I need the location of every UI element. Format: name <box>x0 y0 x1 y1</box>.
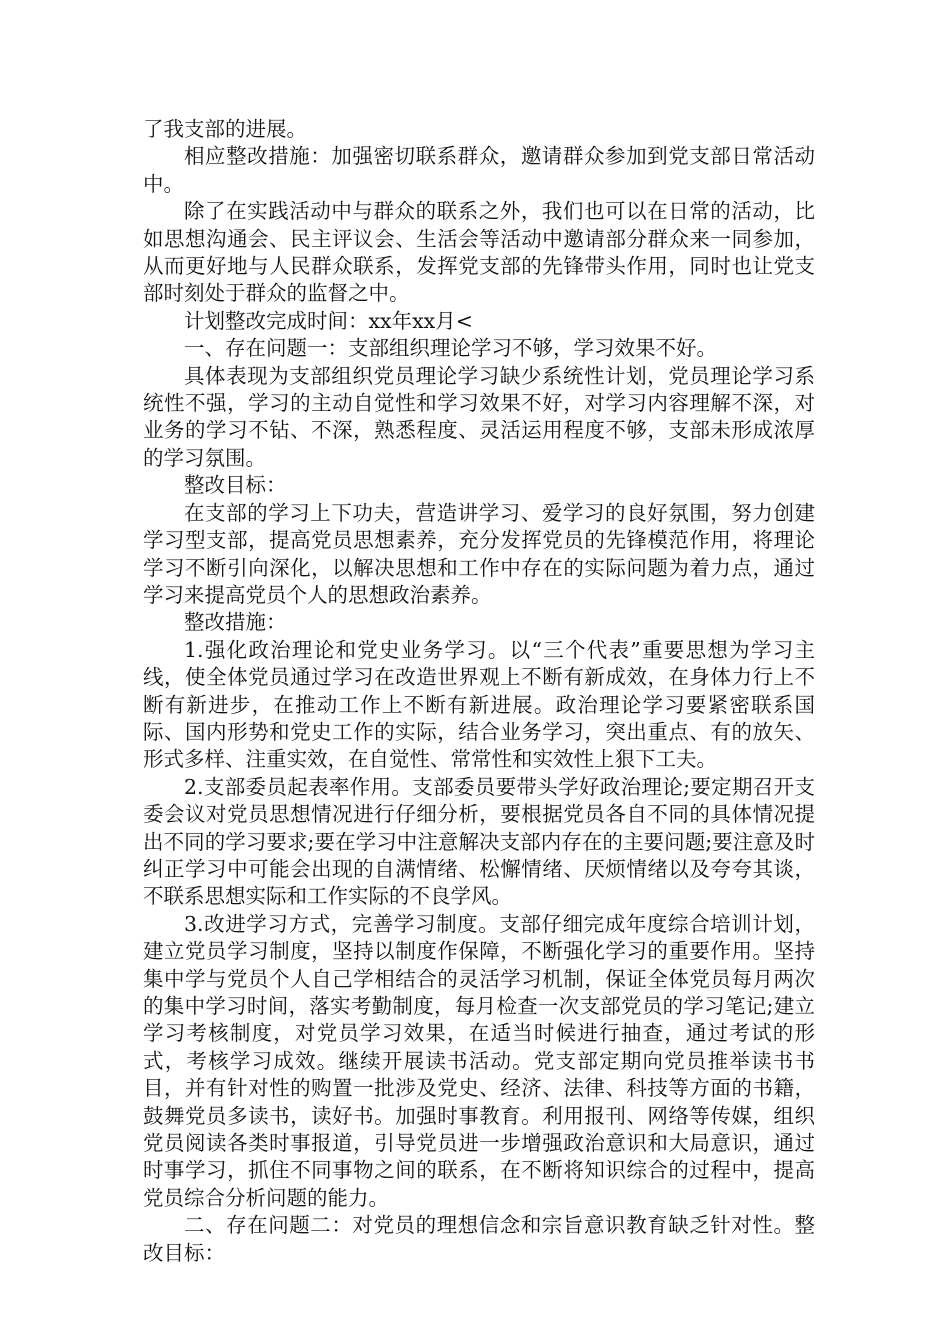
document-page <box>143 116 815 1267</box>
paragraph-rectification-goal: 在支部的学习上下功夫，营造讲学习、爱学习的良好氛围，努力创建学习型支部，提高党员思想素养，充分发挥党员的先锋模范作用，将理论学习不断引向深化，以解决思想和工作中存在的实际问题为着力点，通过学习来提高党员个人的思想政治素养。 <box>143 500 815 607</box>
heading-problem-two: 二、存在问题二：对党员的理想信念和宗旨意识教育缺乏针对性。整改目标： <box>143 1213 815 1265</box>
paragraph-measure-contact: 相应整改措施：加强密切联系群众，邀请群众参加到党支部日常活动中。 <box>143 144 815 196</box>
paragraph-daily-activities: 除了在实践活动中与群众的联系之外，我们也可以在日常的活动，比如思想沟通会、民主评议会、生活会等活动中邀请部分群众来一同参加，从而更好地与人民群众联系，发挥党支部的先锋带头作用，同时也让党支部时刻处于群众的监督之中。 <box>143 199 815 306</box>
heading-rectification-goal: 整改目标： <box>184 473 287 498</box>
paragraph-measure-1: 1.强化政治理论和党史业务学习。以“三个代表”重要思想为学习主线，使全体党员通过学习在改造世界观上不断有新成效，在身体力行上不断有新进步，在推动工作上不断有新进展。政治理论学习要紧密联系国际、国内形势和党史工作的实际，结合业务学习，突出重点、有的放矢、形式多样、注重实效，在自觉性、常常性和实效性上狠下工夫。 <box>143 637 815 772</box>
paragraph-deadline: 计划整改完成时间：xx年xx月< <box>184 308 473 333</box>
paragraph-continuation: 了我支部的进展。 <box>143 117 307 141</box>
paragraph-problem-one-details: 具体表现为支部组织党员理论学习缺少系统性计划，党员理论学习系统性不强，学习的主动自觉性和学习效果不好，对学习内容理解不深，对业务的学习不钻、不深，熟悉程度、灵活运用程度不够，支部未形成浓厚的学习氛围。 <box>143 363 815 470</box>
paragraph-measure-2: 2.支部委员起表率作用。支部委员要带头学好政治理论;要定期召开支委会议对党员思想情况进行仔细分析，要根据党员各自不同的具体情况提出不同的学习要求;要在学习中注意解决支部内存在的主要问题;要注意及时纠正学习中可能会出现的自满情绪、松懈情绪、厌烦情绪以及夸夸其谈，不联系思想实际和工作实际的不良学风。 <box>143 774 815 909</box>
heading-rectification-measures: 整改措施： <box>184 610 287 635</box>
paragraph-measure-3: 3.改进学习方式，完善学习制度。支部仔细完成年度综合培训计划，建立党员学习制度，坚持以制度作保障，不断强化学习的重要作用。坚持集中学与党员个人自己学相结合的灵活学习机制，保证全体党员每月两次的集中学习时间，落实考勤制度，每月检查一次支部党员的学习笔记;建立学习考核制度，对党员学习效果，在适当时候进行抽查，通过考试的形式，考核学习成效。继续开展读书活动。党支部定期向党员推举读书书目，并有针对性的购置一批涉及党史、经济、法律、科技等方面的书籍，鼓舞党员多读书，读好书。加强时事教育。利用报刊、网络等传媒，组织党员阅读各类时事报道，引导党员进一步增强政治意识和大局意识，通过时事学习，抓住不同事物之间的联系，在不断将知识综合的过程中，提高党员综合分析问题的能力。 <box>143 911 815 1210</box>
heading-problem-one: 一、存在问题一：支部组织理论学习不够，学习效果不好。 <box>184 336 717 361</box>
